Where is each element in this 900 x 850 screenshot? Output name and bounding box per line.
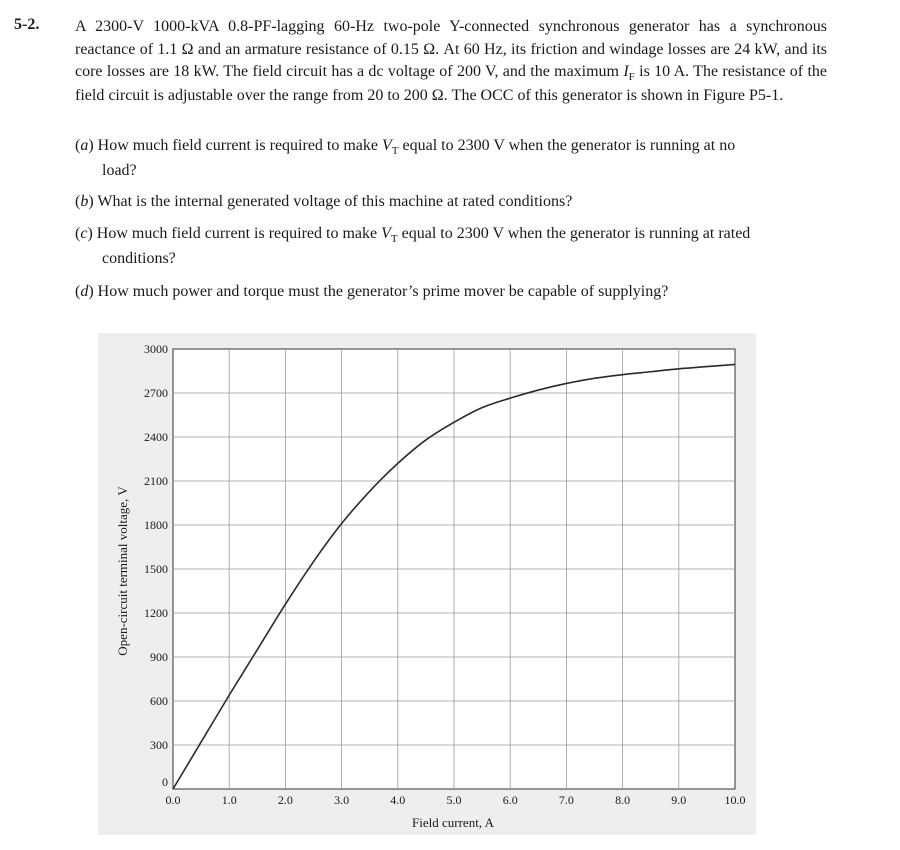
statement-text-2: is 10 A. The resistance of the field circuit is adjustable over the range from 20 to 200 Ω. The OCC of this generator is shown in Figure P5-1. — [75, 63, 827, 104]
y-tick-label: 3000 — [144, 342, 168, 356]
part-a-text-2: equal to 2300 V when the generator is running at no — [398, 137, 736, 154]
x-tick-label: 0.0 — [165, 793, 181, 807]
y-axis-title: Open-circuit terminal voltage, V — [115, 486, 130, 656]
x-tick-label: 2.0 — [277, 793, 293, 807]
y-tick-label: 1200 — [144, 606, 168, 620]
part-d-tag: d — [80, 283, 89, 300]
x-tick-label: 1.0 — [221, 793, 237, 807]
x-tick-label: 6.0 — [502, 793, 518, 807]
part-c-voltage-subscript: T — [390, 233, 398, 245]
problem-statement — [75, 16, 827, 107]
part-a-text-1: How much field current is required to make — [97, 137, 383, 154]
question-part-d: (d) How much power and torque must the generator’s prime mover be capable of supplying? — [75, 283, 669, 300]
field-current-subscript: F — [628, 71, 635, 83]
field-current-symbol: I — [623, 63, 629, 80]
x-tick-label: 5.0 — [446, 793, 462, 807]
y-tick-label: 2100 — [144, 474, 168, 488]
part-c-voltage-symbol: V — [381, 225, 391, 242]
x-tick-label: 8.0 — [615, 793, 631, 807]
question-part-c: (c) How much field current is required to make $V_T$ equal to 2300 V when the generator is running at rated conditions? — [75, 222, 827, 271]
part-c-text-1: How much field current is required to make — [96, 225, 382, 242]
occ-figure — [98, 333, 756, 835]
part-c-text-3: conditions? — [102, 250, 176, 267]
part-c-tag: c — [80, 225, 88, 242]
part-c-text-2: equal to 2300 V when the generator is running at rated — [397, 225, 751, 242]
part-b-tag: b — [80, 193, 89, 210]
occ-chart — [98, 333, 756, 835]
y-tick-label: 600 — [150, 694, 168, 708]
question-part-a: (a) How much field current is required to make $V_T$ equal to 2300 V when the generator is running at no load? — [75, 134, 827, 183]
part-a-voltage-symbol: V — [382, 137, 392, 154]
x-tick-label: 4.0 — [390, 793, 406, 807]
statement-text-1: A 2300-V 1000-kVA 0.8-PF-lagging 60-Hz two-pole Y-connected synchronous generator has a synchronous reactance of 1.1 Ω and an armature resistance of 0.15 Ω. At 60 Hz, its friction and windage losses are 24 kW, and its core losses are 18 kW. The field circuit has a dc voltage of 200 V, and the maximum — [75, 18, 827, 80]
x-tick-label: 3.0 — [334, 793, 350, 807]
part-b-text: What is the internal generated voltage of this machine at rated conditions? — [97, 193, 573, 210]
y-tick-label: 300 — [150, 738, 168, 752]
part-a-tag: a — [80, 137, 89, 154]
part-d-text: How much power and torque must the generator’s prime mover be capable of supplying? — [97, 283, 669, 300]
x-tick-label: 9.0 — [671, 793, 687, 807]
y-tick-label: 1500 — [144, 562, 168, 576]
y-tick-label: 2400 — [144, 430, 168, 444]
x-tick-label: 7.0 — [558, 793, 574, 807]
y-tick-label: 0 — [162, 775, 168, 789]
y-tick-label: 900 — [150, 650, 168, 664]
part-a-text-3: load? — [102, 162, 137, 179]
x-tick-labels — [166, 793, 746, 807]
x-axis-title: Field current, A — [412, 815, 494, 830]
y-tick-label: 1800 — [144, 518, 168, 532]
problem-number: 5-2. — [14, 16, 40, 33]
part-a-voltage-subscript: T — [391, 145, 399, 157]
x-tick-label: 10.0 — [724, 793, 746, 807]
y-tick-label: 2700 — [144, 386, 168, 400]
question-part-b: (b) What is the internal generated voltage of this machine at rated conditions? — [75, 193, 573, 210]
chart-grid — [173, 349, 735, 789]
y-tick-labels — [144, 342, 168, 789]
